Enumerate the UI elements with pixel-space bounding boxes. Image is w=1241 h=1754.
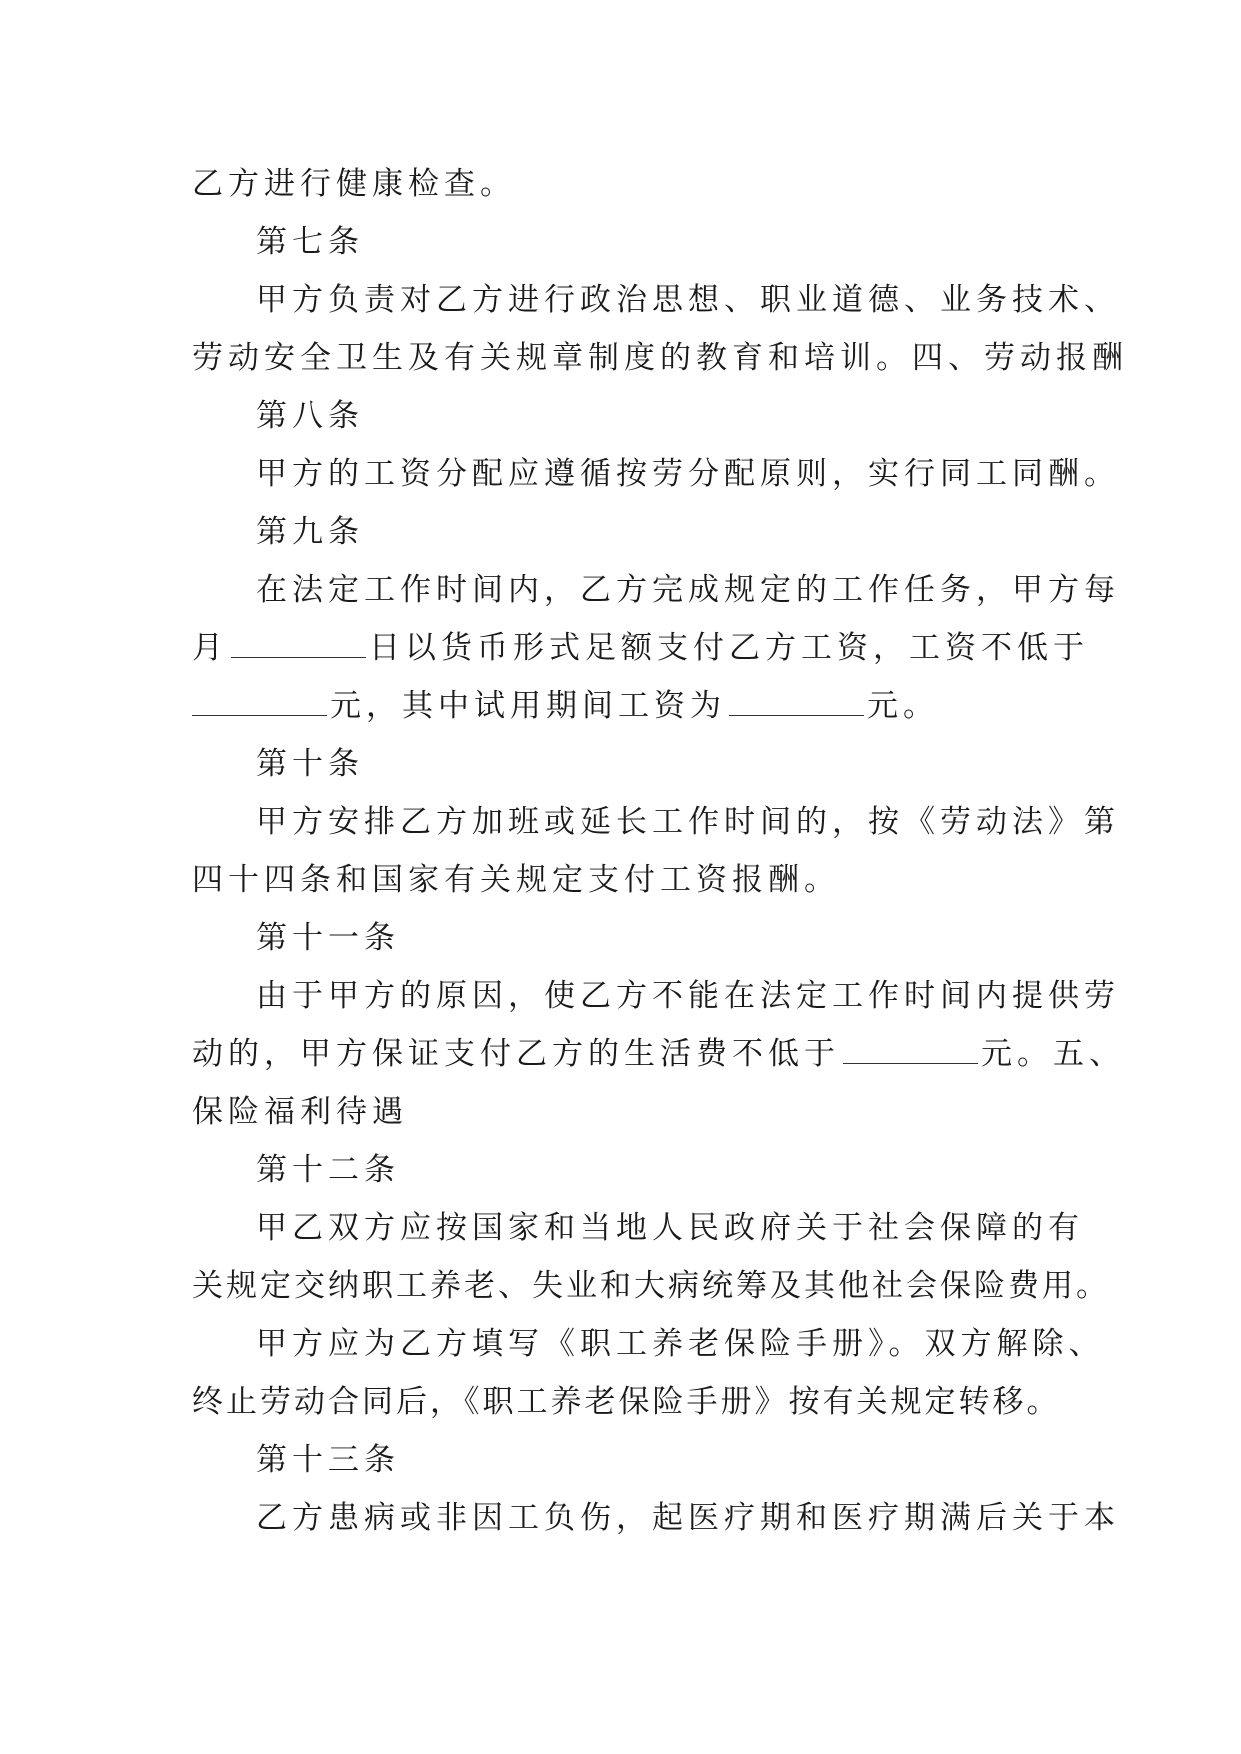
fill-in-blank[interactable] [192, 689, 327, 716]
paragraph-line: 由于甲方的原因，使乙方不能在法定工作时间内提供劳 [256, 978, 1120, 1014]
text-segment: 元。五、 [981, 1036, 1125, 1072]
text-segment: 动的，甲方保证支付乙方的生活费不低于 [192, 1036, 840, 1072]
paragraph-line [192, 677, 1077, 735]
article-heading: 第七条 [256, 224, 364, 260]
paragraph-line: 在法定工作时间内，乙方完成规定的工作任务，甲方每 [256, 572, 1120, 608]
fill-in-blank[interactable] [231, 631, 366, 658]
paragraph-line: 关规定交纳职工养老、失业和大病统筹及其他社会保险费用。 [192, 1268, 1110, 1304]
paragraph-line [192, 619, 1089, 677]
paragraph-line: 终止劳动合同后，《职工养老保险手册》按有关规定转移。 [192, 1384, 1061, 1420]
section-heading: 保险福利待遇 [192, 1094, 408, 1130]
paragraph-line: 甲方负责对乙方进行政治思想、职业道德、业务技术、 [256, 282, 1120, 318]
paragraph-line: 四十四条和国家有关规定支付工资报酬。 [192, 862, 840, 898]
paragraph-line: 甲方的工资分配应遵循按劳分配原则，实行同工同酬。 [256, 456, 1120, 492]
text-segment: 月 [192, 630, 228, 666]
text-segment: 日以货币形式足额支付乙方工资，工资不低于 [369, 630, 1089, 666]
article-heading: 第十条 [256, 746, 364, 782]
document-body [192, 155, 1128, 1547]
fill-in-blank[interactable] [843, 1037, 978, 1064]
text-segment: 元。 [867, 688, 939, 724]
paragraph-line: 劳动安全卫生及有关规章制度的教育和培训。四、劳动报酬 [192, 340, 1128, 376]
fill-in-blank[interactable] [729, 689, 864, 716]
paragraph-line: 甲方安排乙方加班或延长工作时间的，按《劳动法》第 [256, 804, 1120, 840]
article-heading: 第十三条 [256, 1442, 400, 1478]
article-heading: 第十二条 [256, 1152, 400, 1188]
paragraph-line: 甲乙双方应按国家和当地人民政府关于社会保障的有 [256, 1210, 1084, 1246]
article-heading: 第十一条 [256, 920, 400, 956]
article-heading: 第八条 [256, 398, 364, 434]
paragraph-line: 乙方进行健康检查。 [192, 166, 516, 202]
paragraph-line: 乙方患病或非因工负伤，起医疗期和医疗期满后关于本 [256, 1500, 1120, 1536]
text-segment: 元，其中试用期间工资为 [330, 688, 726, 724]
paragraph-line [192, 1025, 1125, 1083]
paragraph-line: 甲方应为乙方填写《职工养老保险手册》。双方解除、 [256, 1326, 1105, 1362]
article-heading: 第九条 [256, 514, 364, 550]
